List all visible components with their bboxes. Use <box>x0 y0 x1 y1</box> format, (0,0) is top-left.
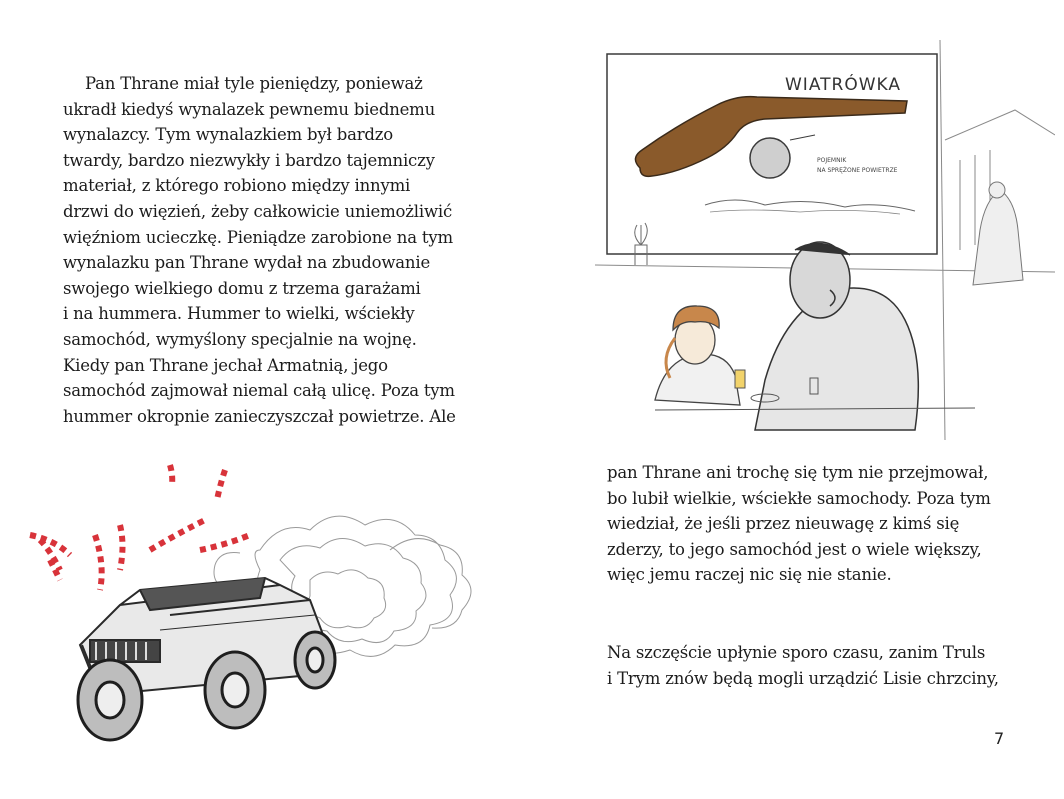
text-line: więc jemu raczej nic się nie stanie. <box>607 565 892 585</box>
text-line: i na hummera. Hummer to wielki, wściekły <box>63 304 415 324</box>
text-line: wynalazcy. Tym wynalazkiem był bardzo <box>63 125 393 145</box>
text-line: zderzy, to jego samochód jest o wiele większy, <box>607 539 982 559</box>
text-line: hummer okropnie zanieczyszczał powietrze. Ale <box>63 406 456 426</box>
text-line: samochód, wymyślony specjalnie na wojnę. <box>63 329 417 349</box>
text-line: materiał, z którego robiono między innymi <box>63 176 411 196</box>
poster-callout-1: POJEMNIK <box>817 157 847 164</box>
poster-illustration <box>595 40 1055 450</box>
text-line: swojego wielkiego domu z trzema garażami <box>63 278 421 298</box>
air-tank-icon <box>750 138 790 178</box>
poster-callout-2: NA SPRĘŻONE POWIETRZE <box>817 167 898 174</box>
wall-poster <box>607 54 937 254</box>
background-woman <box>973 182 1023 285</box>
girl-figure <box>655 306 740 405</box>
text-line: samochód zajmował niemal całą ulicę. Poza tym <box>63 381 455 401</box>
right-paragraph-2 <box>607 640 999 691</box>
streamers <box>30 465 250 590</box>
text-line: Na szczęście upłynie sporo czasu, zanim Truls <box>607 643 986 662</box>
text-line: wynalazku pan Thrane wydał na zbudowanie <box>63 253 431 273</box>
left-paragraph <box>63 71 456 429</box>
text-line: ukradł kiedyś wynalazek pewnemu biednemu <box>63 99 436 119</box>
text-line: wiedział, że jeśli przez nieuwagę z kimś się <box>607 514 960 534</box>
text-line: drzwi do więzień, żeby całkowicie uniemożliwić <box>63 201 452 221</box>
text-line: więźniom ucieczkę. Pieniądze zarobione na tym <box>63 227 453 247</box>
hummer-illustration <box>10 440 530 780</box>
man-figure <box>755 242 918 430</box>
text-line: pan Thrane ani trochę się tym nie przejmował, <box>607 463 989 482</box>
text-line: i Trym znów będą mogli urządzić Lisie chrzciny, <box>607 668 999 688</box>
poster-title: WIATRÓWKA <box>785 75 901 95</box>
right-paragraph-1 <box>607 460 991 588</box>
text-line: Kiedy pan Thrane jechał Armatnią, jego <box>63 355 388 375</box>
page-number: 7 <box>994 729 1005 748</box>
text-line: Pan Thrane miał tyle pieniędzy, ponieważ <box>85 74 423 93</box>
text-line: bo lubił wielkie, wściekłe samochody. Poza tym <box>607 488 991 508</box>
text-line: twardy, bardzo niezwykły i bardzo tajemniczy <box>63 150 435 170</box>
